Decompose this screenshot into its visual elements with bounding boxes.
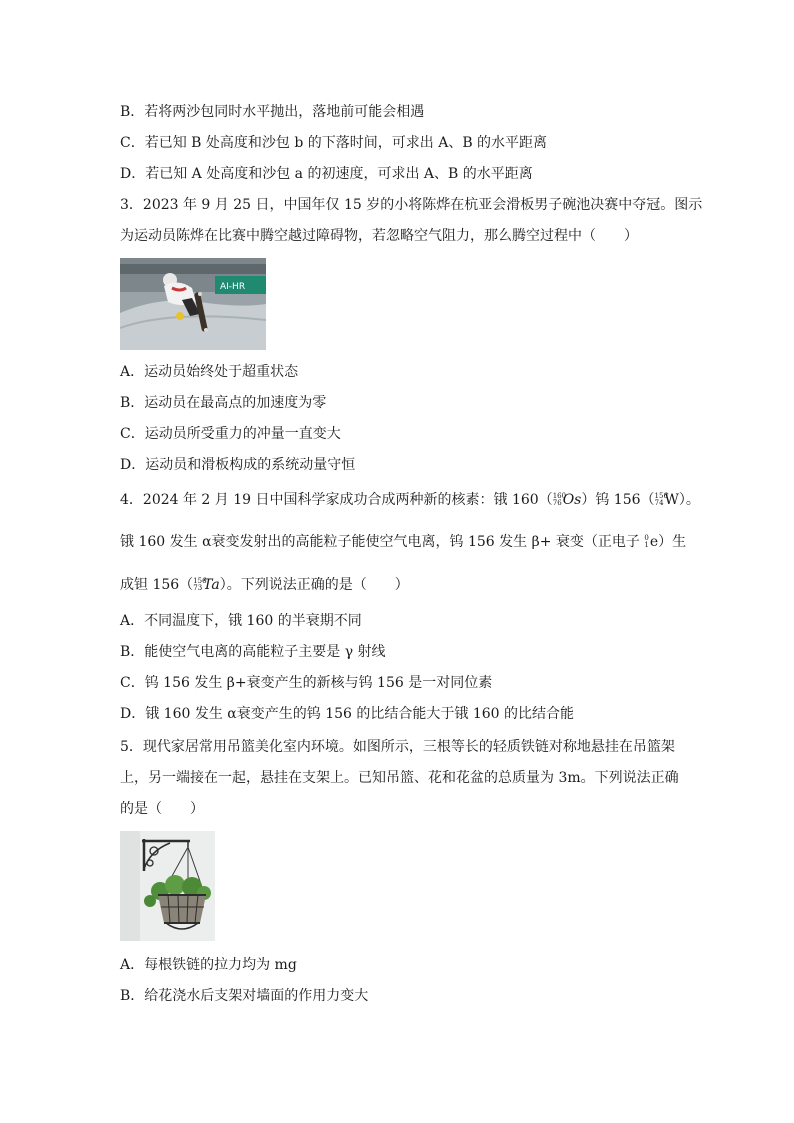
q4-stem-line2 — [120, 532, 687, 552]
q3-stem-line2: 为运动员陈烨在比赛中腾空越过障碍物，若忽略空气阻力，那么腾空过程中（ ） — [120, 228, 638, 244]
w-nuclide-numbers: 156 74 — [654, 492, 668, 507]
q2-option-b: B．若将两沙包同时水平抛出，落地前可能会相遇 — [120, 104, 425, 120]
q4-option-b: B．能使空气电离的高能粒子主要是 γ 射线 — [120, 644, 386, 660]
q5-option-a: A．每根铁链的拉力均为 mg — [120, 957, 297, 973]
q3-option-b: B．运动员在最高点的加速度为零 — [120, 395, 327, 411]
q4-option-c: C．钨 156 发生 β+衰变产生的新核与钨 156 是一对同位素 — [120, 675, 493, 691]
w-symbol: W — [664, 492, 679, 508]
q3-stem-line1: 3．2023 年 9 月 25 日，中国年仅 15 岁的小将陈烨在杭亚会滑板男子碗池决赛中夺冠。图示 — [120, 197, 703, 213]
os-nuclide-numbers: 160 76 — [552, 492, 567, 507]
skateboard-photo — [120, 258, 266, 350]
q4-line3-text-a: 成钽 156（ — [120, 577, 194, 593]
ta-nuclide-numbers: 156 73 — [193, 577, 207, 592]
q5-stem-line2: 上，另一端接在一起，悬挂在支架上。已知吊篮、花和花盆的总质量为 3m。下列说法正确 — [120, 770, 679, 786]
q3-option-d: D．运动员和滑板构成的系统动量守恒 — [120, 457, 356, 473]
positron-numbers: 0 1 — [644, 534, 649, 549]
q4-line1-text-b: ）钨 156（ — [581, 492, 655, 508]
q5-stem-line3: 的是（ ） — [120, 801, 204, 817]
q4-stem-line1 — [120, 490, 700, 510]
positron-symbol: e — [649, 534, 659, 550]
os-symbol: Os — [562, 492, 582, 508]
q4-stem-line3 — [120, 575, 684, 595]
hanging-basket-photo — [120, 831, 215, 941]
q4-line1-text-a: 4．2024 年 2 月 19 日中国科学家成功合成两种新的核素：锇 160（ — [120, 492, 553, 508]
q5-stem-line1: 5．现代家居常用吊篮美化室内环境。如图所示，三根等长的轻质铁链对称地悬挂在吊篮架 — [120, 739, 675, 755]
q5-option-b: B．给花浇水后支架对墙面的作用力变大 — [120, 988, 369, 1004]
q3-option-a: A．运动员始终处于超重状态 — [120, 364, 299, 380]
q4-line3-text-b: ）。下列说法正确的是（ ） — [219, 577, 409, 593]
q3-option-c: C．运动员所受重力的冲量一直变大 — [120, 426, 341, 442]
q4-option-d: D．锇 160 发生 α衰变产生的钨 156 的比结合能大于锇 160 的比结合能 — [120, 706, 574, 722]
q2-option-d: D．若已知 A 处高度和沙包 a 的初速度，可求出 A、B 的水平距离 — [120, 166, 533, 182]
q4-line1-text-c: ）。 — [678, 492, 700, 508]
q4-option-a: A．不同温度下，锇 160 的半衰期不同 — [120, 613, 362, 629]
ta-symbol: Ta — [203, 577, 220, 593]
banner-text: AI-HR — [220, 282, 246, 292]
q4-line2-text-a: 锇 160 发生 α衰变发射出的高能粒子能使空气电离，钨 156 发生 β+ 衰变（正电子 — [120, 534, 640, 550]
q4-line2-text-b: ）生 — [658, 534, 687, 550]
q2-option-c: C．若已知 B 处高度和沙包 b 的下落时间，可求出 A、B 的水平距离 — [120, 135, 548, 151]
